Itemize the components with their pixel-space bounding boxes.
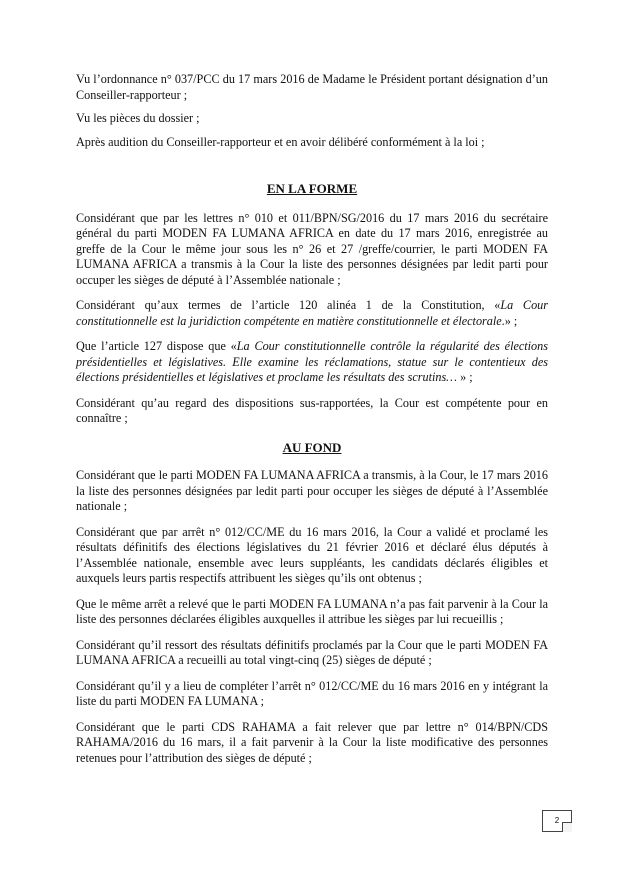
paragraph-forme-article-127 (76, 339, 548, 386)
paragraph-vu-ordonnance: Vu l’ordonnance n° 037/PCC du 17 mars 2016 de Madame le Président portant désignation d’un Conseiller-rapporteur ; (76, 72, 548, 102)
paragraph-forme-lettres: Considérant que par les lettres n° 010 et 011/BPN/SG/2016 du 17 mars 2016 du secrétaire général du parti MODEN FA LUMANA AFRICA en date du 17 mars 2016, enregistrée au greffe de la Cour le même jour sous les n° 26 et 27 /greffe/courrier, le parti MODEN FA LUMANA AFRICA a transmis à la Cour la liste des personnes désignées par ledit parti pour occuper les sièges de député à l’Assemblée nationale ; (76, 210, 548, 287)
paragraph-fond-completer: Considérant qu’il y a lieu de compléter l’arrêt n° 012/CC/ME du 16 mars 2016 en y intégrant la liste du parti MODEN FA LUMANA ; (76, 678, 548, 708)
page-corner-fold-icon (562, 822, 572, 832)
article-127-lead: Que l’article 127 dispose que « (76, 339, 237, 353)
paragraph-fond-transmission: Considérant que le parti MODEN FA LUMANA AFRICA a transmis, à la Cour, le 17 mars 2016 la liste des personnes désignées par ledit parti pour occuper les sièges de député à l’Assemblée nationale ; (76, 468, 548, 513)
page-number: 2 (554, 816, 560, 825)
paragraph-forme-article-120 (76, 298, 548, 329)
paragraph-vu-pieces: Vu les pièces du dossier ; (76, 111, 200, 125)
paragraph-apres-audition: Après audition du Conseiller-rapporteur et en avoir délibéré conformément à la loi ; (76, 134, 485, 149)
article-127-tail: » ; (457, 370, 473, 384)
paragraph-fond-arret-012: Considérant que par arrêt n° 012/CC/ME du 16 mars 2016, la Cour a validé et proclamé les résultats définitifs des élections législatives du 21 février 2016 et déclaré élus députés à l’Assemblée nationale, ensemble avec leurs suppléants, les candidats déclarés éligibles et auxquels leurs partis respectifs attribuent les sièges qu’ils ont obtenus ; (76, 524, 548, 585)
article-120-lead: Considérant qu’aux termes de l’article 120 alinéa 1 de la Constitution, « (76, 298, 501, 312)
paragraph-fond-resultats: Considérant qu’il ressort des résultats définitifs proclamés par la Cour que le parti MODEN FA LUMANA AFRICA a recueilli au total vingt-cinq (25) sièges de député ; (76, 637, 548, 667)
article-120-tail: .» ; (501, 313, 518, 328)
document-body (76, 72, 548, 766)
paragraph-forme-competence: Considérant qu’au regard des dispositions sus-rapportées, la Cour est compétente pour en connaître ; (76, 395, 548, 425)
paragraph-fond-meme-arret: Que le même arrêt a relevé que le parti MODEN FA LUMANA n’a pas fait parvenir à la Cour la liste des personnes déclarées éligibles auxquelles il attribue les sièges par lui recueillis ; (76, 596, 548, 626)
heading-en-la-forme: EN LA FORME (266, 181, 358, 196)
article-120-quote: La Cour constitutionnelle est la juridiction compétente en matière constitutionnelle et électorale (76, 298, 548, 328)
article-127-quote: La Cour constitutionnelle contrôle la régularité des élections présidentielles et législatives. Elle examine les réclamations, statue sur le contentieux des élections présidentielles et législatives et proclame les résultats des scrutins… (76, 339, 548, 384)
heading-au-fond: AU FOND (282, 439, 342, 455)
paragraph-fond-cds-rahama: Considérant que le parti CDS RAHAMA a fait relever que par lettre n° 014/BPN/CDS RAHAMA/2016 du 16 mars, il a fait parvenir à la Cour la liste modificative des personnes retenues pour l’attribution des sièges de député ; (76, 719, 548, 765)
